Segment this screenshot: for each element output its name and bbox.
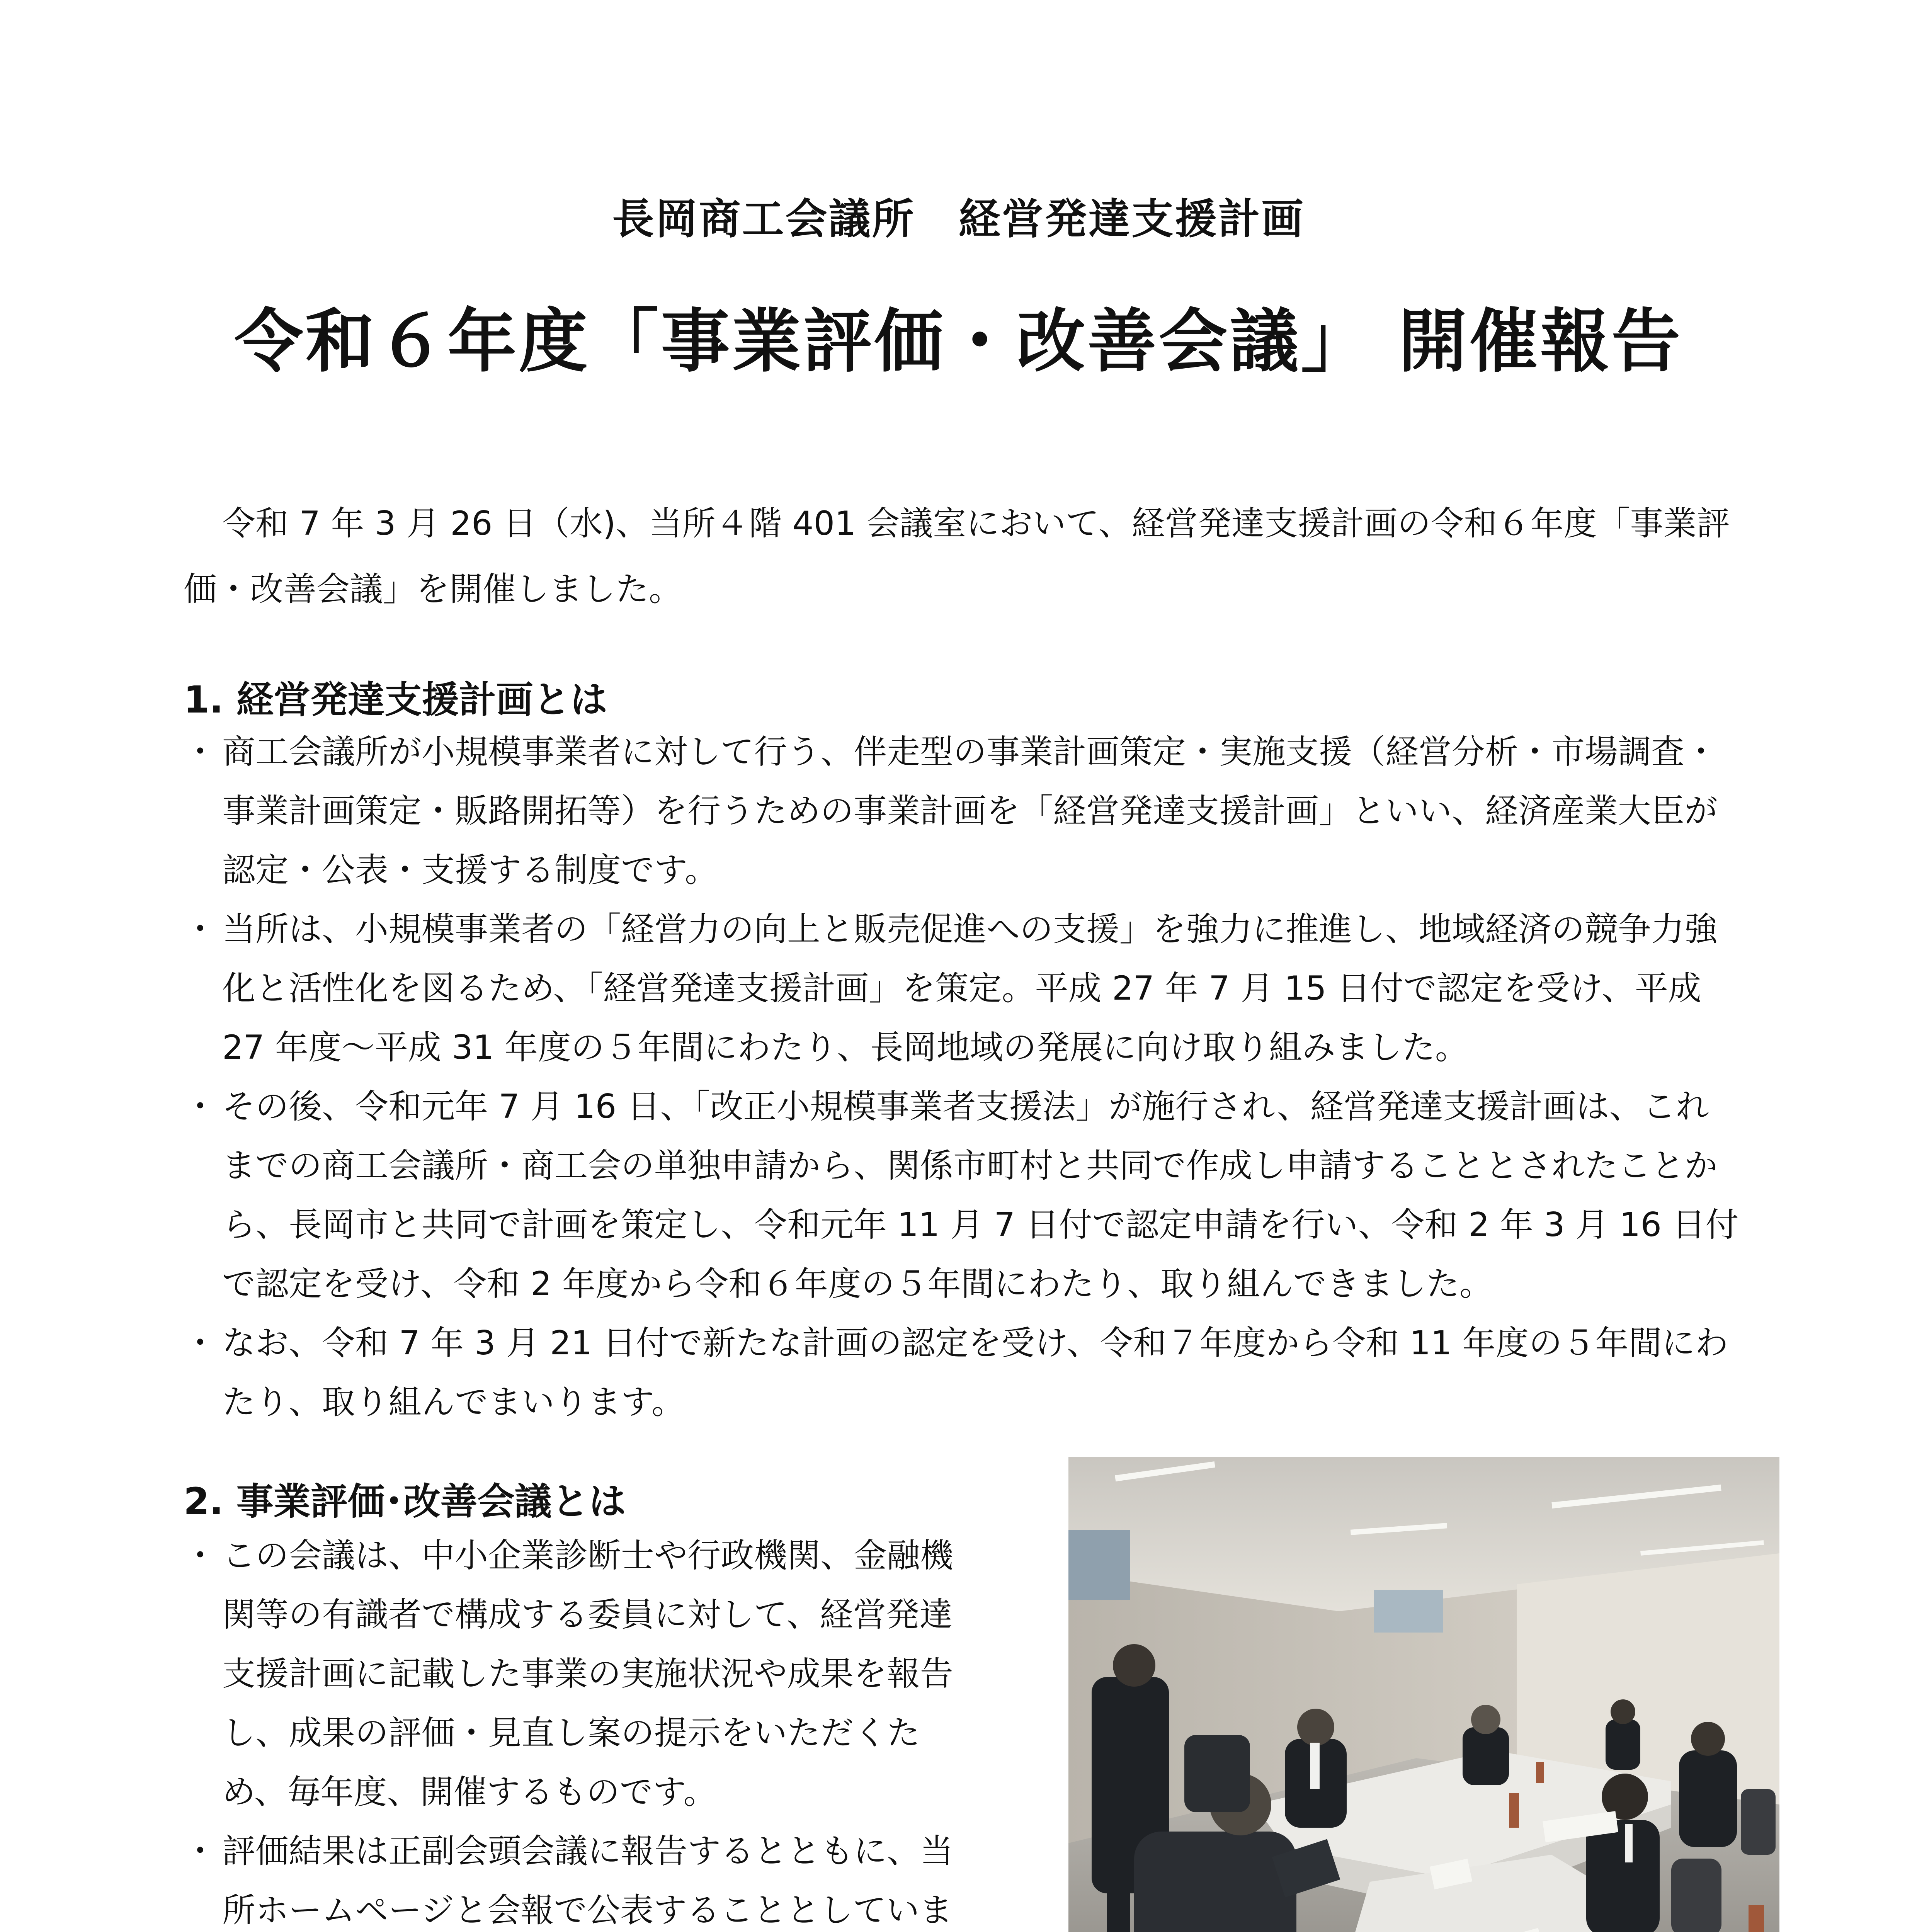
section1-bullet: ・ 商工会議所が小規模事業者に対して行う、伴走型の事業計画策定・実施支援（経営分析・市場調査・事業計画策定・販路開拓等）を行うための事業計画を「経営発達支援計画」といい、経済産業大臣が認定・公表・支援する制度です。 [184, 723, 1741, 900]
section2-bullet: ・ 評価結果は正副会頭会議に報告するとともに、当所ホームページと会報で公表することとしていま [184, 1822, 976, 1932]
document-subtitle: 長岡商工会議所 経営発達支援計画 [612, 195, 1305, 243]
section1-bullet: ・ なお、令和 7 年 3 月 21 日付で新たな計画の認定を受け、令和７年度から令和 11 年度の５年間にわたり、取り組んでまいります。 [184, 1314, 1741, 1432]
section1-heading: 1. 経営発達支援計画とは [184, 678, 607, 721]
section2-heading: 2. 事業評価･改善会議とは [184, 1480, 626, 1523]
section2-bullet: ・ この会議は、中小企業診断士や行政機関、金融機関等の有識者で構成する委員に対して、経営発達支援計画に記載した事業の実施状況や成果を報告し、成果の評価・見直し案の提示をいただくため、毎年度、開催するものです。 [184, 1526, 976, 1822]
intro-paragraph: 令和 7 年 3 月 26 日（水)、当所４階 401 会議室において、経営発達支援計画の令和６年度「事業評価・改善会議」を開催しました。 [184, 504, 1730, 609]
section1-bullet: ・ 当所は、小規模事業者の「経営力の向上と販売促進への支援」を強力に推進し、地域経済の競争力強化と活性化を図るため、「経営発達支援計画」を策定。平成 27 年 7 月 15 日付で認定を受け、平成 27 年度～平成 31 年度の５年間にわたり、長岡地域の発展に向け取り組みました。 [184, 900, 1741, 1077]
section2-bullets [184, 1526, 976, 1932]
section1-bullets [184, 723, 1741, 1432]
meeting-room-illustration [1068, 1457, 1779, 1932]
meeting-photo [1068, 1457, 1779, 1932]
document-title: 令和６年度「事業評価・改善会議」 開催報告 [234, 301, 1683, 381]
section1-bullet: ・ その後、令和元年 7 月 16 日、「改正小規模事業者支援法」が施行され、経営発達支援計画は、これまでの商工会議所・商工会の単独申請から、関係市町村と共同で作成し申請することとされたことから、長岡市と共同で計画を策定し、令和元年 11 月 7 日付で認定申請を行い、令和 2 年 3 月 16 日付で認定を受け、令和 2 年度から令和６年度の５年間にわたり、取り組んできました。 [184, 1077, 1741, 1314]
